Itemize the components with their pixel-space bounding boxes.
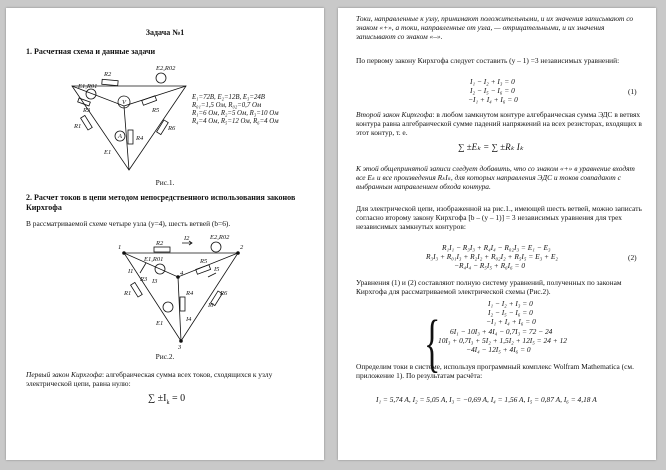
fig1-label-r6: R6 <box>168 125 176 132</box>
equation-line: R₁I₁ − R₃I₃ + R₄I₄ − R₀₂I₃ = E₁ − E₃ <box>442 243 551 252</box>
fig2-node-4: 4 <box>180 270 184 277</box>
fig2-label-r4: R4 <box>186 290 194 297</box>
equation-line: −I₁ + I₄ + I₆ = 0 <box>468 95 518 104</box>
circuit-diagram-1 <box>64 58 194 180</box>
fig2-label-i2: I2 <box>184 235 190 242</box>
fig1-label-r1: R1 <box>74 123 82 130</box>
fig1-label-v: V <box>122 99 126 106</box>
fig2-label-r5: R5 <box>200 258 208 265</box>
fig2-node-1: 1 <box>118 244 122 251</box>
equation-line: R₃I₃ + R₀₁I₃ + R₂I₂ + R₀₂I₂ + R₅I₅ = E₃ + E₂ <box>426 252 558 261</box>
fig1-label-a: A <box>118 133 122 140</box>
formula-sum-currents <box>148 393 185 409</box>
kirchhoff-first-law-term: Первый закон Кирхгофа <box>26 370 102 379</box>
sign-convention-paragraph: Токи, направленные к узлу, принимают положительными, и их значения записывают со знаком «+», а токи, направленные от узла, — отрицательными, и их значения записывают со знаком «–». <box>356 14 634 41</box>
page-2 <box>338 8 656 460</box>
fig2-label-i3: I3 <box>152 278 158 285</box>
data-line: R₄=4 Ом, R₅=12 Ом, R₆=4 Ом <box>192 118 279 125</box>
section-2-heading: 2. Расчет токов в цепи методом непосредственного использования законов Кирхгофа <box>26 193 296 212</box>
fig2-label-e1: E1 <box>156 320 164 327</box>
equation-line: I₂ − I₅ − I₆ = 0 <box>470 86 515 95</box>
fig1-label-e2r02: E2,R02 <box>156 65 176 72</box>
fig2-label-e1r01: E1,R01 <box>144 256 164 263</box>
formula-rhs: = 0 <box>171 393 186 404</box>
fig1-label-e1: E1 <box>104 149 112 156</box>
data-line: R₀₁=1,5 Ом, R₀₂=0,7 Ом <box>192 102 262 109</box>
fig2-label-r1: R1 <box>124 290 132 297</box>
sign-rule-paragraph: К этой общепринятой записи следует добавить, что со знаком «+» в уравнение входят все Eₖ и все произведения RₖIₖ, для которых направления ЭДС и токов совпадают с выбранным направлением обхода контура. <box>356 164 635 191</box>
fig2-label-i5: I5 <box>214 266 220 273</box>
kirchhoff-first-law-text: : алгебраическая сумма всех токов, сходящихся к узлу электрической цепи, равна нулю: <box>26 370 273 388</box>
equation-line: 10I₃ + 0,7I₃ + 5I₂ + 1,5I₂ + 12I₅ = 24 + 12 <box>438 336 567 345</box>
brace-icon: { <box>424 309 441 380</box>
kirchhoff-second-law-text: : в любом замкнутом контуре алгебраическая сумма ЭДС в ветвях контура равна алгебраической сумме падений напряжений на всех резисторах, входящих в этот контур, т. е. <box>356 110 642 137</box>
formula-sub: k <box>166 400 170 406</box>
given-data <box>192 94 279 126</box>
first-law-intro-paragraph: По первому закону Кирхгофа следует составить (у – 1) =3 независимых уравнений: <box>356 56 620 65</box>
equation-line: −4I₄ − 12I₅ + 4I₆ = 0 <box>466 345 531 354</box>
paragraph-nodes-branches: В рассматриваемой схеме четыре узла (у=4), шесть ветвей (b=6). <box>26 219 231 228</box>
figure-1-caption: Рис.1. <box>155 178 175 187</box>
fig2-label-r2: R2 <box>156 240 164 247</box>
calculation-paragraph: Определим токи в системе, используя программный комплекс Wolfram Mathematica (см. приложение 1). По результатам расчёта: <box>356 362 634 380</box>
fig1-label-e1r01: E1,R01 <box>78 83 98 90</box>
fig2-label-i1: I1 <box>128 268 134 275</box>
fig2-label-i6: I6 <box>208 302 214 309</box>
results-line: I₁ = 5,74 A, I₂ = 5,05 A, I₃ = −0,69 A, I₄ = 1,56 A, I₅ = 0,87 A, I₆ = 4,18 A <box>376 395 597 404</box>
fig2-label-i4: I4 <box>186 316 192 323</box>
kirchhoff-second-law-paragraph <box>356 110 642 137</box>
data-line: R₁=6 Ом, R₂=5 Ом, R₃=10 Ом <box>192 110 279 117</box>
full-system-paragraph: Уравнения (1) и (2) составляют полную систему уравнений, полученных по законам Кирхгофа для рассматриваемой электрической схемы (Рис.2). <box>356 278 622 296</box>
fig2-node-2: 2 <box>240 244 244 251</box>
equation-number-1: (1) <box>628 87 637 96</box>
equation-line: I₁ − I₂ + I₃ = 0 <box>470 77 515 86</box>
formula-emf-sum: ∑ ±Eₖ = ∑ ±Rₖ Iₖ <box>458 142 524 152</box>
equation-line: −I₁ + I₄ + I₆ = 0 <box>486 317 536 326</box>
fig2-node-3: 3 <box>178 344 182 351</box>
kirchhoff-second-law-term: Второй закон Кирхгофа <box>356 110 433 119</box>
fig2-label-e2r02: E2,R02 <box>210 234 230 241</box>
fig2-label-r3: R3 <box>140 276 148 283</box>
fig1-label-r3: R3 <box>83 107 91 114</box>
kirchhoff-first-law-paragraph <box>26 370 308 388</box>
figure-2-caption: Рис.2. <box>155 352 175 361</box>
second-law-intro-paragraph: Для электрической цепи, изображенной на рис.1., имеющей шесть ветвей, можно записать согласно второму закону Кирхгофа [b – (у – 1)] = 3 независимых уравнения для трех независимых замкнутых контуров: <box>356 204 642 231</box>
fig2-label-r6: R6 <box>220 290 228 297</box>
section-1-heading: 1. Расчетная схема и данные задачи <box>26 47 156 56</box>
circuit-diagram-2 <box>116 233 246 351</box>
formula-sum: ∑ ±I <box>148 393 167 404</box>
fig1-label-r4: R4 <box>136 135 144 142</box>
equation-line: I₁ − I₂ + I₃ = 0 <box>488 299 533 308</box>
equation-number-2: (2) <box>628 253 637 262</box>
fig1-label-r5: R5 <box>152 107 160 114</box>
task-title: Задача №1 <box>145 28 185 37</box>
data-line: E₁=72B, E₂=12B, E₃=24B <box>192 94 265 101</box>
fig1-label-r2: R2 <box>104 71 112 78</box>
equation-line: 6I₁ − 10I₃ + 4I₄ − 0,7I₃ = 72 − 24 <box>450 327 553 336</box>
equation-line: −R₄I₄ − R₅I₅ + R₆I₆ = 0 <box>454 261 526 270</box>
page-1 <box>6 8 324 460</box>
equation-line: I₂ − I₅ − I₆ = 0 <box>488 308 533 317</box>
